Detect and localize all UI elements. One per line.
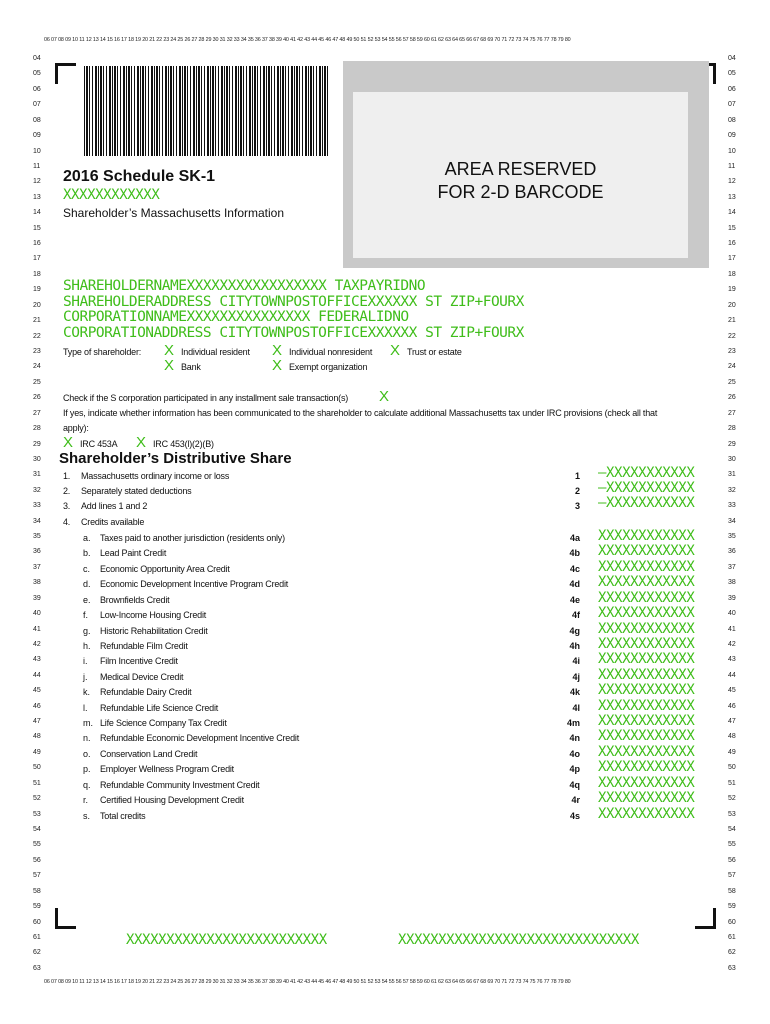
row-number: 47 (728, 718, 736, 726)
row-number: 40 (728, 610, 736, 618)
credit-value-field[interactable]: XXXXXXXXXXXX (598, 790, 695, 807)
row-number: 22 (728, 332, 736, 340)
column-ruler-bottom: 06 07 08 09 10 11 12 13 14 15 16 17 18 19 20 21 22 23 24 25 26 27 28 29 30 31 32 33 34 35 36 37 38 39 40 41 42 43 44 45 46 47 48 49 50 51 52 53 54 55 56 57 58 59 60 61 62 63 64 65 66 67 68 69 70 71 72 73 74 75 76 77 78 79 80 (44, 979, 571, 985)
row-number: 13 (728, 193, 736, 201)
row-number: 63 (33, 964, 41, 972)
row-number: 31 (728, 471, 736, 479)
credit-label: Film Incentive Credit (100, 656, 178, 667)
line-value-field[interactable]: –XXXXXXXXXXX (598, 465, 695, 481)
checkbox-installment-sale[interactable]: X (379, 388, 390, 405)
row-number: 34 (728, 517, 736, 525)
shareholder-type-label: Type of shareholder: (63, 347, 142, 357)
row-number: 20 (728, 301, 736, 309)
row-number: 53 (33, 810, 41, 818)
credit-index: c. (83, 563, 91, 574)
checkbox-trust-or-estate[interactable]: X (390, 342, 401, 359)
credit-code: 4r (571, 795, 580, 806)
credit-label: Historic Rehabilitation Credit (100, 625, 208, 636)
corporation-name-line: CORPORATIONNAMEXXXXXXXXXXXXXXX FEDERALIDNO (63, 309, 409, 325)
checkbox-irc-453l[interactable]: X (136, 434, 147, 451)
row-number: 17 (728, 255, 736, 263)
row-number: 52 (728, 795, 736, 803)
credit-value-field[interactable]: XXXXXXXXXXXX (598, 605, 695, 622)
row-number: 04 (33, 55, 41, 62)
row-number: 50 (728, 764, 736, 772)
row-number: 45 (33, 687, 41, 695)
row-number: 18 (33, 270, 41, 278)
credit-code: 4o (569, 748, 580, 759)
credit-value-field[interactable]: XXXXXXXXXXXX (598, 743, 695, 760)
credit-code: 4b (569, 548, 580, 559)
row-number: 56 (728, 856, 736, 864)
credit-value-field[interactable]: XXXXXXXXXXXX (598, 589, 695, 606)
credit-label: Brownfields Credit (100, 594, 170, 605)
row-number: 60 (33, 918, 41, 926)
row-number: 21 (728, 317, 736, 325)
row-number: 56 (33, 856, 41, 864)
credit-index: b. (83, 548, 91, 559)
row-number: 28 (728, 425, 736, 433)
credit-value-field[interactable]: XXXXXXXXXXXX (598, 713, 695, 730)
credit-code: 4s (569, 810, 580, 821)
credit-value-field[interactable]: XXXXXXXXXXXX (598, 666, 695, 683)
credit-code: 4l (572, 702, 580, 713)
row-number: 54 (33, 826, 41, 833)
row-number: 10 (728, 147, 736, 155)
row-number: 05 (33, 70, 41, 78)
row-number: 44 (728, 671, 736, 679)
credit-code: 4h (569, 640, 580, 651)
row-number: 25 (33, 378, 41, 386)
credit-code: 4j (572, 671, 580, 682)
row-number: 34 (33, 517, 41, 525)
installment-question: Check if the S corporation participated in any installment sale transaction(s) (63, 393, 349, 403)
row-number: 51 (33, 779, 41, 787)
corporation-address-line: CORPORATIONADDRESS CITYTOWNPOSTOFFICEXXXXXX ST ZIP+FOURX (63, 324, 524, 341)
checkbox-bank[interactable]: X (164, 357, 175, 374)
row-number: 61 (728, 933, 736, 941)
row-number: 16 (728, 240, 736, 248)
row-number: 55 (728, 841, 736, 849)
checkbox-individual-resident[interactable]: X (164, 342, 175, 359)
credit-index: h. (83, 640, 91, 651)
option-trust-or-estate: Trust or estate (407, 347, 462, 357)
row-number: 05 (728, 70, 736, 78)
credit-value-field[interactable]: XXXXXXXXXXXX (598, 651, 695, 668)
row-number: 08 (728, 116, 736, 124)
row-number: 28 (33, 425, 41, 433)
row-number: 51 (728, 779, 736, 787)
line-code: 1 (574, 471, 580, 481)
address-block (63, 279, 524, 341)
credit-value-field[interactable]: XXXXXXXXXXXX (598, 543, 695, 560)
row-number: 37 (728, 563, 736, 571)
credit-code: 4a (569, 533, 580, 543)
credit-label: Conservation Land Credit (100, 748, 198, 759)
row-number: 43 (728, 656, 736, 664)
row-number: 39 (33, 594, 41, 602)
credit-index: i. (83, 656, 88, 667)
barcode-image (84, 66, 330, 156)
footer-right-code: XXXXXXXXXXXXXXXXXXXXXXXXXXXXXX (398, 932, 639, 948)
row-number: 47 (33, 718, 41, 726)
line-code: 3 (574, 501, 580, 511)
row-number: 14 (33, 209, 41, 217)
line-label: Add lines 1 and 2 (81, 501, 148, 511)
row-number: 38 (728, 579, 736, 587)
row-number: 45 (728, 687, 736, 695)
reserved-line-1: AREA RESERVED (444, 159, 597, 179)
shareholder-address-line: SHAREHOLDERADDRESS CITYTOWNPOSTOFFICEXXXXXX ST ZIP+FOURX (63, 293, 524, 310)
row-number: 52 (33, 795, 41, 803)
reserved-area-text (353, 158, 688, 204)
row-number: 12 (728, 178, 736, 186)
form-title: 2016 Schedule SK-1 (63, 168, 216, 185)
credit-value-field[interactable]: XXXXXXXXXXXX (598, 682, 695, 699)
credit-label: Refundable Life Science Credit (100, 702, 219, 713)
credit-index: e. (83, 594, 91, 605)
corner-mark-top-left (55, 63, 76, 84)
row-number: 62 (33, 949, 41, 957)
option-individual-nonresident: Individual nonresident (289, 347, 373, 357)
installment-if-yes-line-1: If yes, indicate whether information has been communicated to the shareholder to calculate additional Massachusetts tax under IRC provisions (check all that (63, 408, 658, 418)
row-number: 38 (33, 579, 41, 587)
row-number: 39 (728, 594, 736, 602)
credit-label: Taxes paid to another jurisdiction (residents only) (100, 533, 285, 543)
credit-index: j. (83, 671, 88, 682)
row-number: 24 (728, 363, 736, 371)
form-code: XXXXXXXXXXXX (63, 187, 160, 203)
row-number: 17 (33, 255, 41, 263)
option-bank: Bank (181, 362, 201, 372)
credit-code: 4d (569, 579, 580, 590)
corner-mark-bottom-left (55, 908, 76, 929)
credit-index: a. (83, 533, 91, 543)
row-number: 10 (33, 147, 41, 155)
credit-label: Economic Development Incentive Program Credit (100, 579, 289, 590)
row-number: 53 (728, 810, 736, 818)
row-number: 09 (728, 132, 736, 140)
row-number: 37 (33, 563, 41, 571)
credit-value-field[interactable]: XXXXXXXXXXXX (598, 728, 695, 745)
checkbox-individual-nonresident[interactable]: X (272, 342, 283, 359)
row-number: 27 (33, 409, 41, 417)
credit-index: s. (83, 810, 91, 821)
credit-code: 4m (566, 718, 580, 729)
row-number: 19 (33, 286, 41, 294)
form-subtitle: Shareholder’s Massachusetts Information (63, 206, 285, 220)
row-number: 26 (33, 394, 41, 402)
row-number: 08 (33, 116, 41, 124)
row-number: 36 (728, 548, 736, 556)
credit-label: Lead Paint Credit (100, 548, 167, 559)
section-title: Shareholder’s Distributive Share (59, 450, 292, 467)
option-exempt-organization: Exempt organization (289, 362, 368, 372)
credit-value-field[interactable]: XXXXXXXXXXXX (598, 574, 695, 591)
row-number: 61 (33, 933, 41, 941)
credit-index: q. (83, 779, 91, 790)
credit-index: d. (83, 579, 91, 590)
credit-value-field[interactable]: XXXXXXXXXXXX (598, 759, 695, 776)
option-irc-453a: IRC 453A (80, 439, 118, 449)
credit-code: 4p (569, 764, 580, 775)
row-number: 41 (728, 625, 736, 633)
line-label: Credits available (81, 517, 145, 527)
row-number: 23 (728, 347, 736, 355)
row-number: 42 (33, 640, 41, 648)
credit-code: 4i (572, 656, 580, 667)
row-number: 26 (728, 394, 736, 402)
row-number: 32 (33, 486, 41, 494)
row-number: 49 (33, 748, 41, 756)
checkbox-irc-453a[interactable]: X (63, 434, 74, 451)
line-number: 1. (63, 471, 71, 481)
line-label: Massachusetts ordinary income or loss (81, 471, 230, 481)
row-number: 30 (728, 455, 736, 463)
credit-value-field[interactable]: XXXXXXXXXXXX (598, 620, 695, 637)
row-number: 42 (728, 640, 736, 648)
row-number: 13 (33, 193, 41, 201)
row-number: 20 (33, 301, 41, 309)
row-number: 59 (728, 903, 736, 911)
row-number: 14 (728, 209, 736, 217)
credit-label: Low-Income Housing Credit (100, 610, 207, 621)
checkbox-exempt-organization[interactable]: X (272, 357, 283, 374)
row-number: 35 (728, 533, 736, 541)
row-number: 25 (728, 378, 736, 386)
line-number: 4. (63, 517, 71, 527)
credit-index: r. (83, 795, 89, 806)
credit-label: Refundable Economic Development Incentive Credit (100, 733, 300, 744)
credit-code: 4g (569, 625, 580, 636)
row-number: 16 (33, 240, 41, 248)
row-number: 49 (728, 748, 736, 756)
row-number: 21 (33, 317, 41, 325)
row-number: 09 (33, 132, 41, 140)
row-number: 29 (33, 440, 41, 448)
credit-index: l. (83, 702, 88, 713)
line-value-field[interactable]: –XXXXXXXXXXX (598, 480, 695, 496)
credit-value-field[interactable]: XXXXXXXXXXXX (598, 558, 695, 575)
row-number: 57 (728, 872, 736, 880)
row-number: 60 (728, 918, 736, 926)
row-number: 24 (33, 363, 41, 371)
credit-code: 4k (569, 687, 580, 698)
row-number: 35 (33, 533, 41, 541)
row-number: 43 (33, 656, 41, 664)
row-number: 48 (33, 733, 41, 741)
row-number: 48 (728, 733, 736, 741)
credit-code: 4e (569, 594, 580, 605)
row-number: 07 (33, 101, 41, 109)
shareholder-name-line: SHAREHOLDERNAMEXXXXXXXXXXXXXXXXX TAXPAYRIDNO (63, 278, 426, 294)
row-number: 46 (728, 702, 736, 710)
row-number: 15 (33, 224, 41, 232)
row-number: 58 (728, 887, 736, 895)
credit-label: Refundable Dairy Credit (100, 687, 192, 698)
credit-value-field[interactable]: XXXXXXXXXXXX (598, 697, 695, 714)
option-irc-453l: IRC 453(l)(2)(B) (153, 439, 214, 449)
credit-label: Economic Opportunity Area Credit (100, 563, 230, 574)
row-number: 57 (33, 872, 41, 880)
credit-index: m. (83, 718, 93, 729)
row-number: 12 (33, 178, 41, 186)
installment-if-yes-line-2: apply): (63, 423, 89, 433)
reserved-line-2: FOR 2-D BARCODE (437, 182, 604, 202)
row-number: 33 (33, 502, 41, 510)
row-number: 46 (33, 702, 41, 710)
row-number: 55 (33, 841, 41, 849)
credit-index: o. (83, 748, 91, 759)
row-number: 41 (33, 625, 41, 633)
line-value-field[interactable]: –XXXXXXXXXXX (598, 495, 695, 511)
row-number: 27 (728, 409, 736, 417)
credit-label: Certified Housing Development Credit (100, 795, 244, 806)
credit-label: Life Science Company Tax Credit (100, 718, 227, 729)
credit-code: 4n (569, 733, 580, 744)
row-number: 54 (728, 826, 736, 833)
row-number: 33 (728, 502, 736, 510)
column-ruler-top: 06 07 08 09 10 11 12 13 14 15 16 17 18 19 20 21 22 23 24 25 26 27 28 29 30 31 32 33 34 35 36 37 38 39 40 41 42 43 44 45 46 47 48 49 50 51 52 53 54 55 56 57 58 59 60 61 62 63 64 65 66 67 68 69 70 71 72 73 74 75 76 77 78 79 80 (44, 37, 571, 43)
row-number: 15 (728, 224, 736, 232)
option-individual-resident: Individual resident (181, 347, 250, 357)
row-number: 06 (33, 85, 41, 93)
row-number: 18 (728, 270, 736, 278)
row-number: 40 (33, 610, 41, 618)
credit-code: 4c (569, 563, 580, 574)
credit-code: 4q (569, 779, 580, 790)
credit-label: Total credits (100, 810, 146, 821)
row-number: 62 (728, 949, 736, 957)
line-number: 2. (63, 486, 71, 496)
row-number: 36 (33, 548, 41, 556)
row-number: 44 (33, 671, 41, 679)
credit-index: p. (83, 764, 91, 775)
row-number: 58 (33, 887, 41, 895)
credit-value-field[interactable]: XXXXXXXXXXXX (598, 805, 695, 822)
credit-index: g. (83, 625, 91, 636)
credit-value-field[interactable]: XXXXXXXXXXXX (598, 774, 695, 791)
row-number: 29 (728, 440, 736, 448)
credit-value-field[interactable]: XXXXXXXXXXXX (598, 635, 695, 652)
row-number: 32 (728, 486, 736, 494)
row-number: 04 (728, 55, 736, 62)
line-label: Separately stated deductions (81, 486, 192, 496)
line-number: 3. (63, 501, 71, 511)
credit-value-field[interactable]: XXXXXXXXXXXX (598, 528, 695, 544)
credit-index: k. (83, 687, 91, 698)
credit-index: f. (83, 610, 89, 621)
credit-code: 4f (571, 610, 580, 621)
credit-label: Medical Device Credit (100, 671, 184, 682)
row-number: 19 (728, 286, 736, 294)
row-number: 11 (728, 162, 736, 170)
footer-left-code: XXXXXXXXXXXXXXXXXXXXXXXXX (126, 932, 327, 948)
row-number: 50 (33, 764, 41, 772)
row-number: 30 (33, 455, 41, 463)
credit-label: Employer Wellness Program Credit (100, 764, 234, 775)
corner-mark-bottom-right (695, 908, 716, 929)
row-number: 22 (33, 332, 41, 340)
row-number: 59 (33, 903, 41, 911)
credit-index: n. (83, 733, 91, 744)
credit-label: Refundable Film Credit (100, 640, 188, 651)
row-number: 31 (33, 471, 41, 479)
credit-label: Refundable Community Investment Credit (100, 779, 260, 790)
row-number: 23 (33, 347, 41, 355)
row-number: 07 (728, 101, 736, 109)
row-number: 11 (33, 162, 41, 170)
row-number: 06 (728, 85, 736, 93)
line-code: 2 (574, 486, 580, 496)
row-number: 63 (728, 964, 736, 972)
